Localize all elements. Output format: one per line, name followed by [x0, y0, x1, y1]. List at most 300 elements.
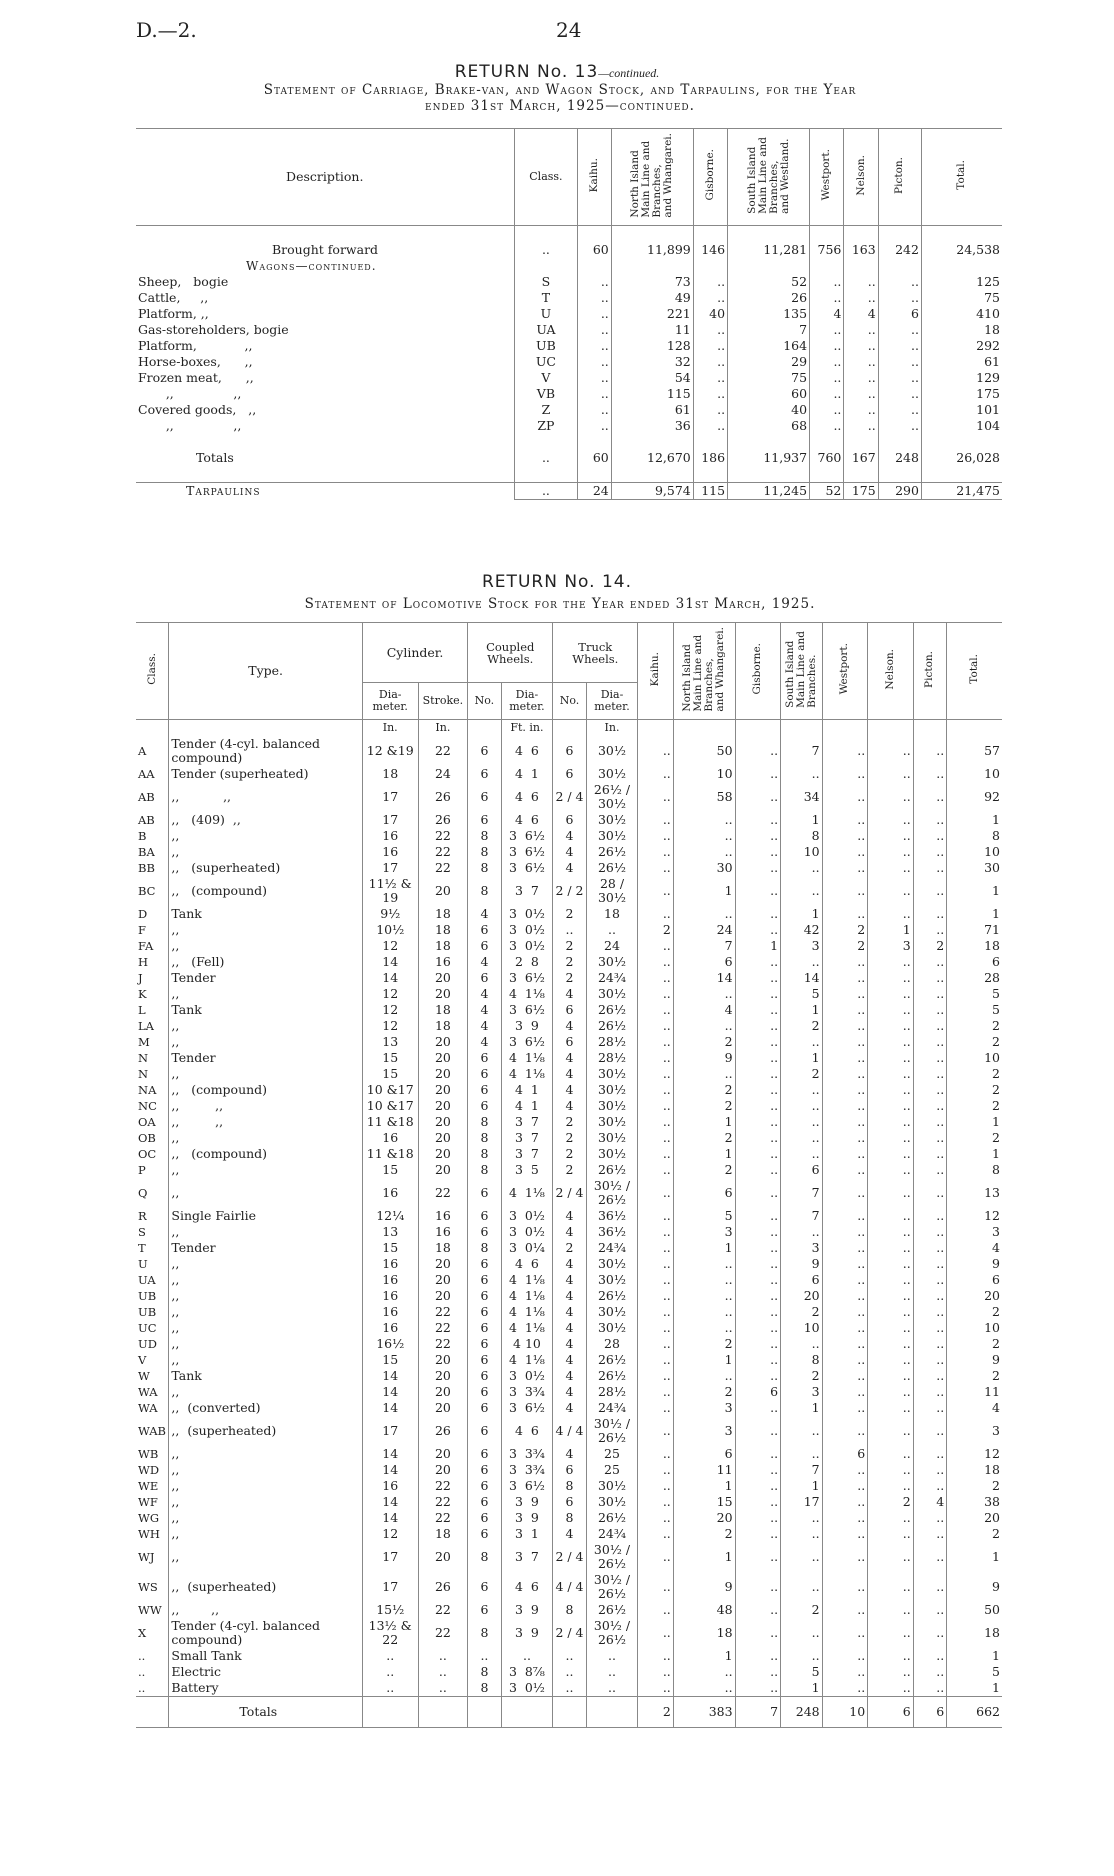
- r13-row-value: 75: [921, 290, 1002, 306]
- r14-row-value: ..: [822, 1304, 868, 1320]
- r14-row: [136, 1680, 1002, 1697]
- r14-row-value: ..: [638, 1446, 673, 1462]
- r14-row-coupled-diameter: 3 0¼: [501, 1240, 553, 1256]
- r14-row-coupled-no: 6: [468, 1400, 501, 1416]
- r14-row-coupled-no: 8: [468, 860, 501, 876]
- r14-row-value: 2: [781, 1018, 823, 1034]
- r14-row-value: ..: [822, 1526, 868, 1542]
- r14-row: [136, 782, 1002, 812]
- r14-row-class: J: [138, 970, 143, 985]
- r14-row-cyl-diameter: 12: [362, 1526, 418, 1542]
- r14-row-truck-no: 2 / 2: [553, 876, 586, 906]
- r13-row-value: 73: [611, 274, 693, 290]
- r13-row-label: Sheep, bogie: [138, 274, 229, 289]
- r13-col-region-label: Kaihu.: [588, 157, 601, 193]
- r14-row: [136, 1082, 1002, 1098]
- r14-row-stroke: ..: [418, 1680, 468, 1697]
- r14-unit-coupled: Ft. in.: [501, 720, 553, 737]
- r14-row-value: ..: [913, 1618, 946, 1648]
- r14-row-truck-no: 2 / 4: [553, 1618, 586, 1648]
- r14-row-value: 7: [781, 1178, 823, 1208]
- r14-row-class: UB: [138, 1288, 157, 1303]
- r14-row-value: ..: [868, 1400, 914, 1416]
- r14-row-coupled-no: 8: [468, 1680, 501, 1697]
- r13-row-value: 128: [611, 338, 693, 354]
- r14-row-value: 2: [673, 1034, 735, 1050]
- r14-row-value: 10: [673, 766, 735, 782]
- r13-row-value: 54: [611, 370, 693, 386]
- r14-row-coupled-diameter: 4 10: [501, 1336, 553, 1352]
- r13-tarpaulins-value: 115: [693, 483, 727, 500]
- r14-row-value: ..: [735, 844, 781, 860]
- r14-row-truck-diameter: 30½: [586, 1066, 638, 1082]
- r14-row-stroke: 20: [418, 1400, 468, 1416]
- r14-row-coupled-no: 6: [468, 1320, 501, 1336]
- r14-row-cyl-diameter: 17: [362, 1572, 418, 1602]
- r14-row-coupled-no: 6: [468, 1352, 501, 1368]
- r13-col-region: [728, 129, 810, 226]
- r14-row: [136, 1526, 1002, 1542]
- r14-row-value: ..: [868, 1416, 914, 1446]
- r14-row-stroke: 20: [418, 1384, 468, 1400]
- r14-row-coupled-no: 8: [468, 1542, 501, 1572]
- r14-row-truck-diameter: 24¾: [586, 970, 638, 986]
- r14-row-value: ..: [638, 906, 673, 922]
- r14-row-type: Small Tank: [169, 1648, 362, 1664]
- r14-units-blank: [735, 720, 781, 737]
- r13-row-value: ..: [844, 386, 878, 402]
- r14-row-truck-diameter: 30½ / 26½: [586, 1416, 638, 1446]
- r14-row-value: ..: [735, 986, 781, 1002]
- r14-row-value: ..: [822, 986, 868, 1002]
- r14-row-value: ..: [913, 1114, 946, 1130]
- r14-units-blank: [169, 720, 362, 737]
- r14-row-coupled-no: 6: [468, 812, 501, 828]
- r14-row-type: ,,: [169, 1336, 362, 1352]
- r13-row-class: T: [514, 290, 578, 306]
- r14-row-stroke: ..: [418, 1664, 468, 1680]
- r14-row-truck-no: 4: [553, 1050, 586, 1066]
- r14-row-value: ..: [638, 1098, 673, 1114]
- r14-row-truck-no: 6: [553, 812, 586, 828]
- r13-row-value: ..: [844, 338, 878, 354]
- r14-totals-blank: [586, 1697, 638, 1728]
- r14-row: [136, 1240, 1002, 1256]
- r13-row-value: ..: [693, 290, 727, 306]
- r14-row-cyl-diameter: 14: [362, 970, 418, 986]
- r14-row-type: ,,: [169, 1304, 362, 1320]
- r14-row-value: 2: [913, 938, 946, 954]
- r14-row-value: 2: [673, 1162, 735, 1178]
- r14-units-blank: [781, 720, 823, 737]
- r13-brought-forward-value: 24,538: [921, 242, 1002, 258]
- r14-row-value: 3: [781, 938, 823, 954]
- r14-row-coupled-diameter: 3 6½: [501, 828, 553, 844]
- r14-row-value: ..: [822, 1050, 868, 1066]
- r14-row-cyl-diameter: 14: [362, 1494, 418, 1510]
- r14-row-value: ..: [868, 1384, 914, 1400]
- r14-row-type: ,,: [169, 1130, 362, 1146]
- r14-row: [136, 1352, 1002, 1368]
- r14-row-value: ..: [735, 1602, 781, 1618]
- r14-row-type: Battery: [169, 1680, 362, 1697]
- r14-row-type: ,,: [169, 1034, 362, 1050]
- r14-row-value: ..: [822, 736, 868, 766]
- r13-row-value: 135: [728, 306, 810, 322]
- r13-row-value: ..: [578, 290, 611, 306]
- r14-units-row: [136, 720, 1002, 737]
- r14-row-value: 2: [947, 1368, 1002, 1384]
- r14-row-value: ..: [913, 906, 946, 922]
- r14-row-stroke: 18: [418, 1240, 468, 1256]
- r14-col-region-label: Kaihu.: [649, 651, 662, 687]
- r14-row-stroke: 20: [418, 1446, 468, 1462]
- r14-row-value: ..: [638, 736, 673, 766]
- r13-col-region: [810, 129, 844, 226]
- r13-row-value: ..: [844, 402, 878, 418]
- r14-row: [136, 1162, 1002, 1178]
- page-header-left: D.—2.: [136, 18, 197, 42]
- r14-row-value: 1: [673, 1542, 735, 1572]
- r14-row-value: ..: [638, 1130, 673, 1146]
- r14-row-value: ..: [673, 828, 735, 844]
- r13-row-class: UB: [514, 338, 578, 354]
- r14-row-value: ..: [868, 1050, 914, 1066]
- r14-row-type: ,,: [169, 1288, 362, 1304]
- r14-row-coupled-no: 8: [468, 844, 501, 860]
- r14-row-coupled-no: 6: [468, 1602, 501, 1618]
- r13-row-value: ..: [578, 402, 611, 418]
- r14-row-cyl-diameter: 17: [362, 1542, 418, 1572]
- r14-row-value: 18: [947, 938, 1002, 954]
- r14-row-truck-no: 6: [553, 766, 586, 782]
- r13-row-value: 292: [921, 338, 1002, 354]
- r14-row-class: D: [138, 906, 148, 921]
- r14-row-stroke: 22: [418, 1602, 468, 1618]
- r13-row-value: ..: [578, 418, 611, 434]
- r14-row: [136, 876, 1002, 906]
- r14-row-value: 38: [947, 1494, 1002, 1510]
- r14-row-stroke: 20: [418, 1288, 468, 1304]
- r14-row-stroke: 22: [418, 1336, 468, 1352]
- r14-row-value: ..: [913, 1320, 946, 1336]
- r14-row-stroke: 16: [418, 954, 468, 970]
- r14-row-value: ..: [868, 1602, 914, 1618]
- r13-totals-value: 186: [693, 450, 727, 466]
- r14-row-value: 6: [822, 1446, 868, 1462]
- r14-row-value: ..: [868, 1618, 914, 1648]
- r13-row-value: ..: [810, 274, 844, 290]
- r14-row-value: 1: [947, 876, 1002, 906]
- r14-row-stroke: 18: [418, 922, 468, 938]
- r14-row-cyl-diameter: 18: [362, 766, 418, 782]
- r14-row-coupled-diameter: 3 1: [501, 1526, 553, 1542]
- r14-row-truck-no: 4: [553, 1400, 586, 1416]
- r14-row-value: ..: [868, 954, 914, 970]
- r14-row-truck-no: 4: [553, 1208, 586, 1224]
- r14-row-value: ..: [868, 1526, 914, 1542]
- r14-row-coupled-diameter: 2 8: [501, 954, 553, 970]
- r13-spacer: [136, 466, 1002, 483]
- r14-totals-label: Totals: [169, 1697, 362, 1728]
- r13-row-value: 49: [611, 290, 693, 306]
- r14-row: [136, 1114, 1002, 1130]
- r13-row-class: VB: [514, 386, 578, 402]
- r14-row-value: ..: [913, 1130, 946, 1146]
- r14-row-cyl-diameter: 10½: [362, 922, 418, 938]
- r14-row-value: ..: [735, 906, 781, 922]
- r13-row-value: 4: [844, 306, 878, 322]
- r14-row-value: ..: [913, 1384, 946, 1400]
- r14-row-cyl-diameter: 16: [362, 1304, 418, 1320]
- r13-row-value: ..: [810, 322, 844, 338]
- r14-row-class: WJ: [138, 1550, 155, 1564]
- r14-row-stroke: 20: [418, 1066, 468, 1082]
- r14-row-value: 7: [781, 1462, 823, 1478]
- r14-row-value: ..: [673, 812, 735, 828]
- r14-row-class: A: [138, 744, 147, 758]
- r14-row-coupled-no: 6: [468, 1224, 501, 1240]
- r14-row-type: ,, ,,: [169, 1602, 362, 1618]
- r14-row-value: ..: [735, 1098, 781, 1114]
- r14-units-blank: [468, 720, 501, 737]
- r14-row-value: 3: [673, 1224, 735, 1240]
- r14-row-value: ..: [638, 1082, 673, 1098]
- r14-row-class: ..: [138, 1680, 146, 1695]
- r13-row-value: ..: [810, 370, 844, 386]
- r13-row-label: Frozen meat, ,,: [138, 370, 254, 385]
- r14-row-value: ..: [822, 876, 868, 906]
- r13-row-value: ..: [844, 354, 878, 370]
- r14-row-class: WS: [138, 1580, 158, 1594]
- r14-totals-blank: [553, 1697, 586, 1728]
- r14-row-coupled-no: 6: [468, 1272, 501, 1288]
- r14-row-value: ..: [822, 1178, 868, 1208]
- r14-row-stroke: 18: [418, 938, 468, 954]
- r14-row-value: ..: [638, 1256, 673, 1272]
- r14-row: [136, 844, 1002, 860]
- r14-row-type: ,,: [169, 1494, 362, 1510]
- r14-row-value: ..: [735, 1224, 781, 1240]
- r14-row-value: ..: [822, 1494, 868, 1510]
- r14-row-value: ..: [913, 1018, 946, 1034]
- r14-row-value: ..: [913, 1224, 946, 1240]
- r14-row-value: ..: [638, 1050, 673, 1066]
- r14-row-truck-diameter: 36½: [586, 1224, 638, 1240]
- r14-row-coupled-diameter: 3 7: [501, 1542, 553, 1572]
- r14-row-value: ..: [735, 1320, 781, 1336]
- r14-row-value: ..: [735, 954, 781, 970]
- r14-row-truck-diameter: 26½: [586, 1162, 638, 1178]
- r14-row-value: 7: [673, 938, 735, 954]
- r13-brought-forward-label: Brought forward: [272, 242, 379, 257]
- r14-row-value: ..: [913, 1478, 946, 1494]
- r14-row-stroke: 20: [418, 1082, 468, 1098]
- r14-row-truck-no: 4: [553, 1304, 586, 1320]
- r14-row-coupled-no: 6: [468, 938, 501, 954]
- r14-row-value: ..: [868, 766, 914, 782]
- r14-row-type: ,,: [169, 1018, 362, 1034]
- r14-row: [136, 938, 1002, 954]
- r14-row-value: 2: [947, 1082, 1002, 1098]
- r14-row-stroke: 20: [418, 1256, 468, 1272]
- r13-tarpaulins-label: Tarpaulins: [186, 483, 261, 499]
- r14-row-truck-no: 2 / 4: [553, 1178, 586, 1208]
- r14-row-stroke: 22: [418, 1510, 468, 1526]
- r14-row-type: ,,: [169, 1352, 362, 1368]
- r14-row-cyl-diameter: 14: [362, 1384, 418, 1400]
- r14-row: [136, 1478, 1002, 1494]
- r14-row-class: K: [138, 986, 147, 1001]
- r14-row-cyl-diameter: 12: [362, 938, 418, 954]
- r14-row-coupled-no: 6: [468, 1098, 501, 1114]
- r14-row-value: ..: [735, 1066, 781, 1082]
- r14-row-truck-diameter: 30½: [586, 828, 638, 844]
- r14-row-value: ..: [638, 828, 673, 844]
- r14-row-truck-no: 2: [553, 1162, 586, 1178]
- r14-row-value: ..: [913, 1336, 946, 1352]
- r13-row-value: 125: [921, 274, 1002, 290]
- r14-row-value: 6: [735, 1384, 781, 1400]
- r14-row-coupled-diameter: 3 8⅞: [501, 1664, 553, 1680]
- r14-row: [136, 1208, 1002, 1224]
- r14-row-cyl-diameter: 12 &19: [362, 736, 418, 766]
- r14-row-truck-diameter: 30½: [586, 812, 638, 828]
- r14-row-value: ..: [913, 1352, 946, 1368]
- r14-row-truck-no: 4: [553, 1384, 586, 1400]
- r14-row-value: ..: [638, 1478, 673, 1494]
- r14-totals: [136, 1697, 1002, 1728]
- r14-row-stroke: 22: [418, 860, 468, 876]
- r13-row-value: 410: [921, 306, 1002, 322]
- r14-row-truck-no: 4 / 4: [553, 1416, 586, 1446]
- r13-row-value: 164: [728, 338, 810, 354]
- r14-row-truck-diameter: 30½: [586, 736, 638, 766]
- r14-row-value: ..: [868, 1066, 914, 1082]
- r14-row-value: 9: [947, 1352, 1002, 1368]
- r14-row-value: ..: [868, 1572, 914, 1602]
- r14-row-coupled-no: 6: [468, 1304, 501, 1320]
- r14-row-type: ,,: [169, 1320, 362, 1336]
- r14-row-value: ..: [913, 1288, 946, 1304]
- r13-row-value: ..: [693, 370, 727, 386]
- r14-totals-blank: [418, 1697, 468, 1728]
- r14-row-value: ..: [735, 1416, 781, 1446]
- r14-row-value: ..: [822, 1320, 868, 1336]
- r14-row-value: ..: [913, 1680, 946, 1697]
- r14-row: [136, 1510, 1002, 1526]
- r14-row-coupled-diameter: 4 1⅛: [501, 1066, 553, 1082]
- r14-row-stroke: 22: [418, 736, 468, 766]
- r14-totals-value: 7: [735, 1697, 781, 1728]
- r14-row-value: ..: [673, 1664, 735, 1680]
- r13-totals-class: ..: [514, 450, 578, 466]
- r14-row-value: 8: [947, 1162, 1002, 1178]
- r14-row-coupled-no: 6: [468, 1368, 501, 1384]
- r14-row-value: 1: [673, 876, 735, 906]
- r14-row-type: ,,: [169, 1478, 362, 1494]
- r14-row-truck-diameter: 30½: [586, 1256, 638, 1272]
- r14-row-value: ..: [913, 1542, 946, 1572]
- r14-row-stroke: 20: [418, 1462, 468, 1478]
- r14-row-value: ..: [638, 844, 673, 860]
- r14-row: [136, 1002, 1002, 1018]
- r13-row-label: Platform, ,,: [138, 338, 253, 353]
- r14-row-class: L: [138, 1002, 146, 1017]
- r14-row-value: ..: [913, 1272, 946, 1288]
- r14-row-value: ..: [822, 1240, 868, 1256]
- r13-row: [136, 306, 1002, 322]
- r14-row-truck-diameter: 30½: [586, 1320, 638, 1336]
- r14-row-value: ..: [868, 970, 914, 986]
- r14-row-value: ..: [735, 1664, 781, 1680]
- r14-row-value: ..: [638, 1066, 673, 1082]
- r14-row-coupled-no: 6: [468, 736, 501, 766]
- r14-row-truck-no: 6: [553, 1462, 586, 1478]
- r14-row-value: 1: [947, 1542, 1002, 1572]
- r13-col-region: [844, 129, 878, 226]
- r14-row-truck-no: 2: [553, 1146, 586, 1162]
- r14-row-value: 2: [947, 1526, 1002, 1542]
- r14-units-blank: [638, 720, 673, 737]
- r14-row-value: ..: [735, 1130, 781, 1146]
- r13-row-value: ..: [810, 354, 844, 370]
- r14-row-value: ..: [822, 844, 868, 860]
- r14-row-truck-no: 4: [553, 1320, 586, 1336]
- r14-row-value: ..: [735, 1050, 781, 1066]
- r14-col-truck-no: No.: [553, 683, 586, 720]
- r14-row-cyl-diameter: 9½: [362, 906, 418, 922]
- r14-row-class: R: [138, 1208, 147, 1223]
- r13-row-value: ..: [693, 354, 727, 370]
- r14-row-value: ..: [868, 1510, 914, 1526]
- r14-row-value: 13: [947, 1178, 1002, 1208]
- r14-row-coupled-no: 6: [468, 1256, 501, 1272]
- r14-row-value: ..: [638, 1542, 673, 1572]
- r14-row-truck-no: 4: [553, 1256, 586, 1272]
- r14-row-type: ,,: [169, 844, 362, 860]
- r14-col-region: [638, 623, 673, 720]
- r14-row-class: NA: [138, 1082, 157, 1097]
- r14-row-value: ..: [673, 1680, 735, 1697]
- r14-row-cyl-diameter: 15: [362, 1352, 418, 1368]
- r14-row-value: ..: [638, 1304, 673, 1320]
- r14-row-cyl-diameter: 16: [362, 828, 418, 844]
- r14-row-value: ..: [735, 1618, 781, 1648]
- r13-brought-forward-class: ..: [514, 242, 578, 258]
- r14-row-truck-diameter: 30½: [586, 1098, 638, 1114]
- r14-row-type: Tank: [169, 1002, 362, 1018]
- r14-row-stroke: 20: [418, 986, 468, 1002]
- r13-row-value: 175: [921, 386, 1002, 402]
- r14-row-cyl-diameter: 11 &18: [362, 1146, 418, 1162]
- r14-row-value: 1: [947, 1648, 1002, 1664]
- r14-row-value: ..: [822, 1288, 868, 1304]
- r14-row-truck-no: 2: [553, 938, 586, 954]
- r14-row: [136, 1018, 1002, 1034]
- r13-row: [136, 354, 1002, 370]
- r14-row-coupled-diameter: 4 6: [501, 812, 553, 828]
- r14-row-value: ..: [868, 1368, 914, 1384]
- r14-row: [136, 1416, 1002, 1446]
- r14-row: [136, 1272, 1002, 1288]
- r14-row-type: ,, ,,: [169, 1098, 362, 1114]
- r14-row-stroke: 22: [418, 1320, 468, 1336]
- r14-row-value: 10: [947, 766, 1002, 782]
- r14-row-truck-no: 4: [553, 1098, 586, 1114]
- r14-row-class: OC: [138, 1146, 157, 1161]
- r14-row-value: ..: [735, 1240, 781, 1256]
